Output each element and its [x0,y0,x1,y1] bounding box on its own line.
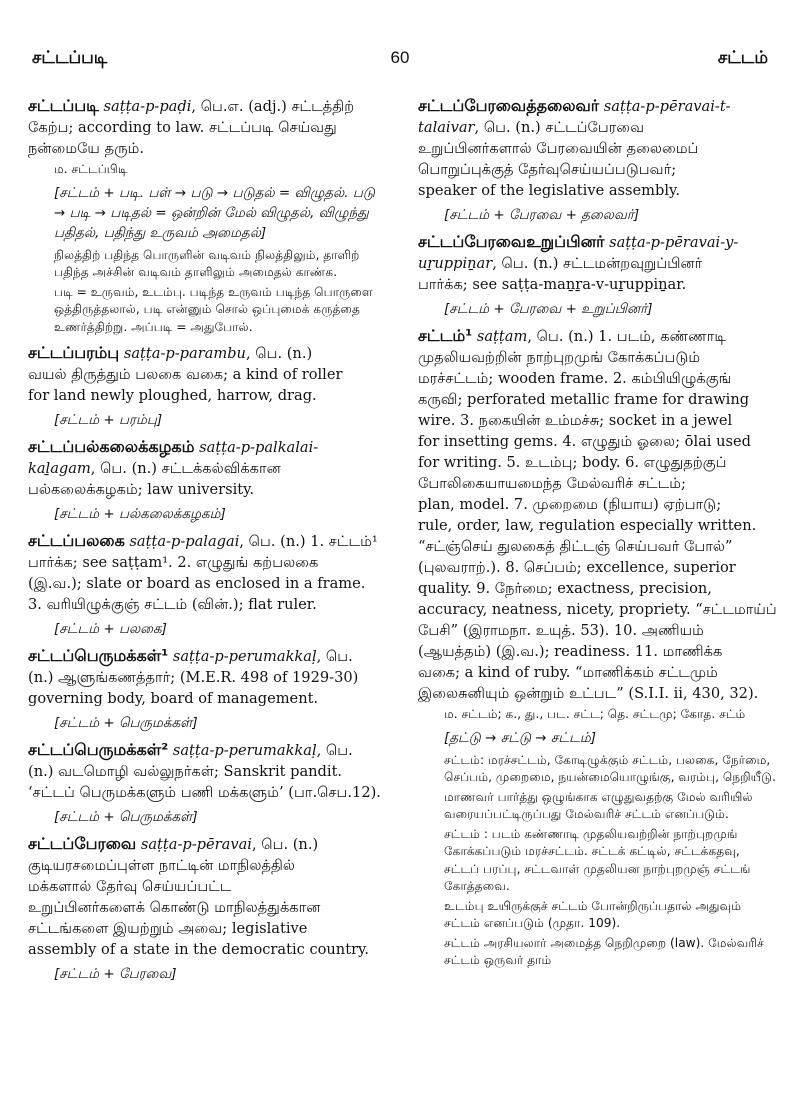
etymology-note: [சட்டம் + பேரவை] [54,966,177,982]
entry-headword: சட்டப்பலகை [28,531,125,550]
entry-line: சட்டப்படி saṭṭa-p-paḍi, பெ.எ. (adj.) சட்டத்திற் [28,96,355,115]
usage-note: ம. சட்டம்; க., து., பட. சட்ட; தெ. சட்டமு; கோத. சட்ம் [444,707,746,721]
etymology-note: [தட்டு → சட்டு → சட்டம்] [444,729,597,746]
entry-definition-text: பெ. [325,742,353,759]
entry-line: (n.) ஆளுங்கணத்தார்; (M.E.R. 498 of 1929-30) [28,669,359,686]
entry-line: சட்டம்¹ saṭṭam, பெ. (n.) 1. படம், கண்ணாடி [418,326,726,345]
entry-line: வயல் திருத்தும் பலகை வகை; a kind of roller [28,366,343,383]
entry-line: “சட்ஞ்செய் துலகைத் திட்டஞ் செய்பவர் போல்” [418,538,733,555]
usage-note: நிலத்திற் பதிந்த பொருளின் வடிவம் நிலத்திலும், தாளிற் பதிந்த அச்சின் வடிவம் தாளிலும் அமைதல் காண்க. [54,247,360,279]
usage-note: ம. சட்டப்பிடி [54,162,128,176]
entry-line: 3. வரியிழுக்குஞ் சட்டம் (வின்.); flat ruler. [28,596,317,613]
entry-line: for writing. 5. உடம்பு; body. 6. எழுதுதற்குப் [418,454,727,471]
entry-transliteration: saṭṭa-p-paḍi [103,98,192,115]
entry-line: சட்டப்பல்கலைக்கழகம் saṭṭa-p-palkalai-kaḻagam, பெ. (n.) சட்டக்கல்விக்கான [28,437,319,477]
entry-headword: சட்டப்பரம்பு [28,343,120,362]
entry-line: சட்டப்பேரவைத்தலைவர் saṭṭa-p-pēravai-t-talaivar, பெ. (n.) சட்டப்பேரவை [418,96,731,136]
entry-line: முதலியவற்றின் நாற்புறமுங் கோக்கப்படும் [418,349,701,366]
usage-note: சட்டம் அரசியலார் அமைத்த நெறிமுறை (law). மேல்வரிச் சட்டம் ஒருவர் தாம் [444,935,764,967]
entry-line: பேசி” (இராமநா. உயுத். 53). 10. அணியம் [418,622,704,639]
usage-note: படி = உருவம், உடம்பு. படிந்த உருவம் படிந்த பொருளை ஒத்திருத்தலால், படி என்னும் சொல் ஒப்புமைக் கருத்தை உணர்த்திற்று. அப்படி = அதுபோல். [54,284,373,334]
entry-line: ‘சட்டப் பெருமக்களும் பணி மக்களும்’ (பா.செப.12). [28,784,381,801]
entry-line: accuracy, neatness, nicety, propriety. “சட்டமாய்ப் [418,601,777,618]
entry-line: சட்டப்பேரவை saṭṭa-p-pēravai, பெ. (n.) [28,834,319,853]
entry-line: வகை; a kind of ruby. “மாணிக்கம் சட்டமும் [418,664,718,681]
entry-transliteration: saṭṭa-p-parambu [123,345,246,362]
entry-line: assembly of a state in the democratic country. [28,941,369,958]
etymology-note: [சட்டம் + பலகை] [54,621,167,637]
entry-line: நன்மையே தரும். [28,140,144,157]
entry-headword: சட்டம்¹ [418,326,473,345]
entry-transliteration: saṭṭa-p-perumakkaḷ [172,742,317,759]
entry-transliteration: saṭṭam [476,328,528,345]
entry-line: பார்க்க; see saṭṭam¹. 2. எழுதுங் கற்பலகை [28,554,319,571]
entry-headword: சட்டப்பெருமக்கள்¹ [28,646,169,665]
entry-line: கேற்ப; according to law. சட்டப்படி செய்வது [28,119,337,136]
entry-line: rule, order, law, regulation especially written. [418,517,757,534]
etymology-note: [சட்டம் + படி. பள் → படு → படுதல் = விழுதல். படு → படி → படிதல் = ஒன்றின் மேல் விழுதல், விழுந்து பதிதல், பதிந்து உருவம் அமைதல்] [54,184,375,241]
usage-note: சட்டம்: மரச்சட்டம், கோடிழுக்கும் சட்டம், பலகை, நேர்மை, செப்பம், முறைமை, நயன்மையொழுங்கு, வரம்பு, நெறியீடு. [444,752,776,784]
entry-headword: சட்டப்பேரவை [28,834,137,853]
entry-headword: சட்டப்பேரவைஉறுப்பினர் [418,232,605,251]
entry-line: மரச்சட்டம்; wooden frame. 2. கம்பியிழுக்குங் [418,370,732,387]
entry-line: (இ.வ.); slate or board as enclosed in a frame. [28,575,366,592]
entry-transliteration: saṭṭa-p-palagai [129,533,240,550]
entry-transliteration: saṭṭa-p-perumakkaḷ [172,648,317,665]
entry-definition-text: பெ. (n.) [255,345,313,362]
dictionary-entry [418,325,778,970]
entry-line: governing body, board of management. [28,690,319,707]
entry-line: சட்டப்பலகை saṭṭa-p-palagai, பெ. (n.) 1. சட்டம்¹ [28,531,378,550]
entry-definition-text: பெ. (n.) [261,836,319,853]
entry-line: பொறுப்புக்குத் தேர்வுசெய்யப்படுபவர்; [418,161,677,178]
entry-headword: சட்டப்பல்கலைக்கழகம் [28,437,195,456]
entry-line: உறுப்பினர்களைக் கொண்டு மாநிலத்துக்கான [28,899,321,916]
entry-line: (புலவராற்.). 8. செப்பம்; excellence, superior [418,559,736,576]
entry-line: (n.) வடமொழி வல்லுநர்கள்; Sanskrit pandit. [28,763,343,780]
entry-line: சட்டப்பெருமக்கள்² saṭṭa-p-perumakkaḷ, பெ. [28,740,353,759]
entry-line: quality. 9. நேர்மை; exactness, precision, [418,580,712,597]
entry-headword: சட்டப்பேரவைத்தலைவர் [418,96,600,115]
entry-line: போலிகையாயமைந்த மேல்வரிச் சட்டம்; [418,475,686,492]
dictionary-entry [28,530,383,639]
entry-transliteration: saṭṭa-p-palkalai-kaḻagam [28,439,319,477]
dictionary-entry [418,231,778,319]
dictionary-entry [418,95,778,225]
dictionary-entry [28,95,383,336]
entry-line: wire. 3. நகையின் உம்மச்சு; socket in a jewel [418,412,733,429]
entry-line: சட்டங்களை இயற்றும் அவை; legislative [28,920,308,937]
entry-line: for land newly ploughed, harrow, drag. [28,387,317,404]
entry-definition-text: பெ. (n.) 1. படம், கண்ணாடி [536,328,726,345]
entry-transliteration: saṭṭa-p-pēravai [140,836,252,853]
etymology-note: [சட்டம் + பெருமக்கள்] [54,809,198,825]
entry-line: கருவி; perforated metallic frame for drawing [418,391,750,408]
entry-definition-text: பெ. (n.) சட்டமன்றவுறுப்பினர் [501,255,703,272]
entry-headword: சட்டப்பெருமக்கள்² [28,740,169,759]
page-number: 60 [390,48,410,67]
entry-line: speaker of the legislative assembly. [418,182,680,199]
usage-note: உடம்பு உயிருக்குச் சட்டம் போன்றிருப்பதால் அதுவும் சட்டம் எனப்படும் (முதா. 109). [444,898,742,930]
entry-transliteration: saṭṭa-p-pēravai-y-uṟuppiṉar [418,234,739,272]
entry-line: சட்டப்பேரவைஉறுப்பினர் saṭṭa-p-pēravai-y-uṟuppiṉar, பெ. (n.) சட்டமன்றவுறுப்பினர் [418,232,739,272]
entry-definition-text: பெ. [325,648,353,665]
dictionary-entry [28,833,383,984]
entry-line: பார்க்க; see saṭṭa-maṉṟa-v-uṟuppiṉar. [418,276,687,293]
entry-line: plan, model. 7. முறைமை (நியாய) ஏற்பாடு; [418,496,722,513]
entry-definition-text: பெ. (n.) 1. சட்டம்¹ [248,533,378,550]
entry-definition-text: பெ. (n.) சட்டப்பேரவை [483,119,645,136]
entry-transliteration: saṭṭa-p-pēravai-t-talaivar [418,98,731,136]
entry-line: மக்களால் தேர்வு செய்யப்பட்ட [28,878,232,895]
etymology-note: [சட்டம் + பேரவை + தலைவர்] [444,207,640,223]
entry-headword: சட்டப்படி [28,96,99,115]
header-left-guideword: சட்டப்படி [32,48,108,68]
page-header [0,48,800,78]
entry-definition-text: பெ. (n.) சட்டக்கல்விக்கான [100,460,281,477]
dictionary-entry [28,739,383,827]
entry-line: சட்டப்பெருமக்கள்¹ saṭṭa-p-perumakkaḷ, பெ. [28,646,353,665]
entry-line: சட்டப்பரம்பு saṭṭa-p-parambu, பெ. (n.) [28,343,313,362]
header-right-guideword: சட்டம் [717,48,768,68]
dictionary-entry [28,342,383,430]
entry-line: உறுப்பினர்களால் பேரவையின் தலைமைப் [418,140,699,157]
left-column [28,95,383,1085]
right-column [418,95,778,1085]
etymology-note: [சட்டம் + பேரவை + உறுப்பினர்] [444,301,653,317]
dictionary-entry [28,436,383,524]
usage-note: மாணவர் பார்த்து ஒழுங்காக எழுதுவதற்கு மேல் வரியில் வரையப்பட்டிருப்பது மேல்வரிச் சட்டம் எனப்படும். [444,789,753,821]
dictionary-entry [28,645,383,733]
entry-line: (ஆயத்தம்) (இ.வ.); readiness. 11. மாணிக்க [418,643,723,660]
entry-line: குடியரசமைப்புள்ள நாட்டின் மாநிலத்தில் [28,857,296,874]
etymology-note: [சட்டம் + பரம்பு] [54,412,163,428]
usage-note: சட்டம் : படம் கண்ணாடி முதலியவற்றின் நாற்புறமுங் கோக்கப்படும் மரச்சட்டம். சட்டக் கட்டில், சட்டக்கதவு, சட்டப் பரப்பு, சட்டவாள் முதலியன நாற்புறமுஞ் சட்டங் கோத்தவை. [444,826,751,893]
entry-definition-text: பெ.எ. (adj.) சட்டத்திற் [200,98,355,115]
entry-line: இலைசுனியும் ஒன்றும் உட்பட” (S.I.I. ii, 430, 32). [418,685,759,702]
etymology-note: [சட்டம் + பல்கலைக்கழகம்] [54,506,226,522]
etymology-note: [சட்டம் + பெருமக்கள்] [54,715,198,731]
entry-line: பல்கலைக்கழகம்; law university. [28,481,255,498]
entry-line: for insetting gems. 4. எழுதும் ஓலை; ōlai used [418,433,751,450]
